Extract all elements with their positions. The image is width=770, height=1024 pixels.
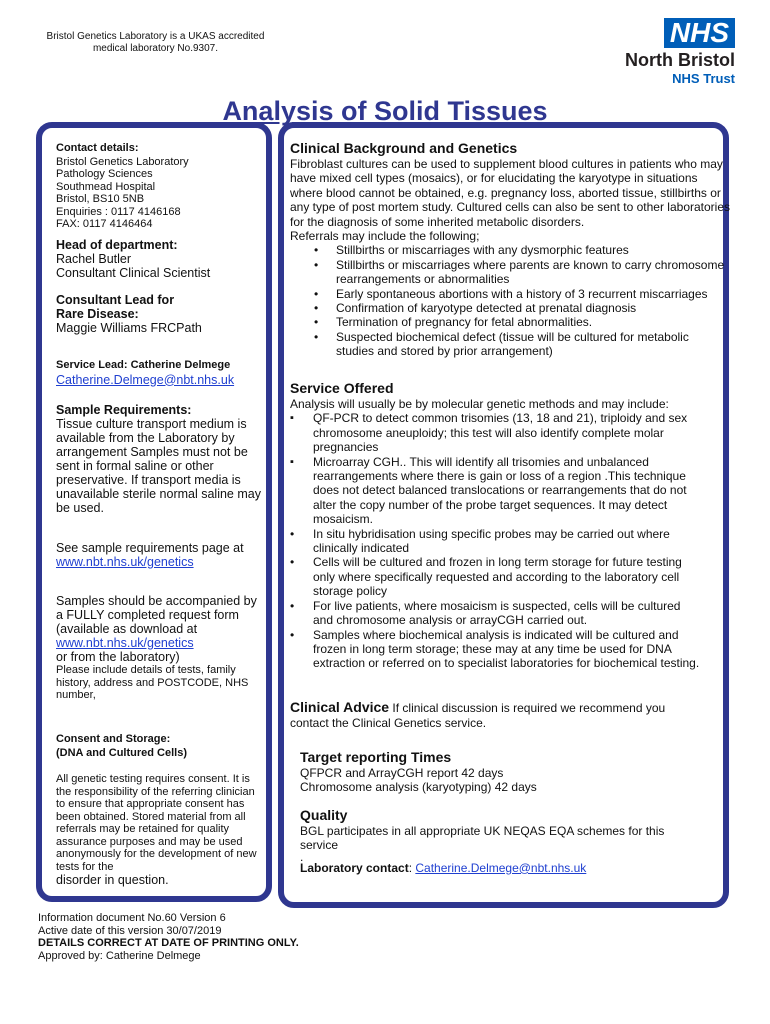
consultant-lead [56,293,261,335]
contact-heading: Contact details: [56,142,139,154]
consent-storage [56,733,261,887]
list-item: • Termination of pregnancy for fetal abnormalities. [290,315,730,329]
advice-heading: Clinical Advice [290,699,390,715]
service-lead [56,359,261,387]
sample-page-reference [56,541,261,569]
clinical-text: Fibroblast cultures can be used to supplement blood cultures in patients who may have mixed cell types (mosaics), or for elucidating the karyotype in situations where blood cannot be obtained, e.g. pregnancy loss, aborted tissue, stillbirths or any type of post mortem study. Cultured cells can also be sent to other laboratories for the diagnosis of some inherited metabolic disorders. [290,157,731,229]
clinical-background [290,140,730,359]
accompanied-tail: or from the laboratory) [56,650,180,664]
ukas-line-1: Bristol Genetics Laboratory is a UKAS accredited [46,31,265,42]
sample-requirements [56,403,261,515]
service-lead-label: Service Lead: Catherine Delmege [56,359,231,371]
head-of-department [56,238,261,280]
contact-details [56,142,261,231]
consent-tail: disorder in question. [56,873,169,887]
consent-heading-1: Consent and Storage: [56,733,171,745]
footer-line-1: Information document No.60 Version 6 [38,912,226,924]
contact-line: FAX: 0117 4146464 [56,218,153,230]
genetics-link[interactable]: www.nbt.nhs.uk/genetics [56,555,194,569]
ukas-accreditation [28,31,283,55]
lab-contact-colon: : [408,860,416,875]
lead-heading-2: Rare Disease: [56,307,139,321]
list-item: • Samples where biochemical analysis is indicated will be cultured and frozen in long term storage; these may at any time be used for DNA extraction or referred on to specialist laboratories for biochemical testing. [290,628,700,671]
service-lead-email-link[interactable]: Catherine.Delmege@nbt.nhs.uk [56,372,235,387]
referrals-list [290,243,730,358]
target-line-1: QFPCR and ArrayCGH report 42 days [300,766,504,780]
list-item: ▪ Microarray CGH.. This will identify all trisomies and unbalanced rearrangements where there is gain or loss of a region .This technique does not detect balanced translocations or rearrangements that do not alter the copy number of the probe target sequences. It may detect mosaicism. [290,455,700,527]
page-title: Analysis of Solid Tissues [222,96,548,126]
lab-contact [300,861,700,875]
head-name: Rachel Butler [56,252,132,266]
contact-line: Bristol, BS10 5NB [56,193,145,205]
contact-line: Pathology Sciences [56,168,153,180]
sample-heading: Sample Requirements: [56,403,192,417]
list-item: • Stillbirths or miscarriages where parents are known to carry chromosome rearrangements or abnormalities [290,258,730,287]
nhs-logo-box: NHS [664,18,735,48]
include-text: Please include details of tests, family history, address and POSTCODE, NHS number, [56,664,249,701]
sample-text: Tissue culture transport medium is available from the Laboratory by arrangement Samples must not be sent in formal saline or other preservative. If transport media is unavailable sterile normal saline may be used. [56,417,261,515]
list-item: • Suspected biochemical defect (tissue will be cultured for metabolic studies and stored by prior arrangement) [290,330,730,359]
target-line-2: Chromosome analysis (karyotyping) 42 days [300,780,537,795]
lead-heading-1: Consultant Lead for [56,293,175,307]
list-item: • Stillbirths or miscarriages with any dysmorphic features [290,243,730,257]
quality-text: BGL participates in all appropriate UK NEQAS EQA schemes for this service [300,824,665,853]
genetics-download-link[interactable]: www.nbt.nhs.uk/genetics [56,636,194,650]
footer-line-3: DETAILS CORRECT AT DATE OF PRINTING ONLY. [38,937,299,949]
lab-contact-label: Laboratory contact [300,860,409,875]
quality-section [300,807,700,875]
target-reporting [300,749,710,795]
referrals-intro: Referrals may include the following; [290,229,480,244]
service-intro: Analysis will usually be by molecular genetic methods and may include: [290,397,669,411]
list-item: • Early spontaneous abortions with a history of 3 recurrent miscarriages [290,287,730,301]
quality-dot: . [300,849,304,864]
service-offered [290,380,730,671]
advice-text: If clinical discussion is required we recommend you contact the Clinical Genetics service. [290,701,666,730]
request-form-info [56,594,261,702]
clinical-heading: Clinical Background and Genetics [290,140,518,156]
target-heading: Target reporting Times [300,749,452,765]
consent-heading-2: (DNA and Cultured Cells) [56,746,187,759]
see-text: See sample requirements page at [56,541,244,555]
lab-contact-email-link[interactable]: Catherine.Delmege@nbt.nhs.uk [415,860,587,875]
head-heading: Head of department: [56,238,178,252]
document-footer [38,912,438,962]
nhs-logo [610,18,735,86]
nhs-logo-trust: NHS Trust [672,71,735,86]
consent-text: All genetic testing requires consent. It is the responsibility of the referring clinician to ensure that appropriate consent has been obtained. Stored material from all referrals may be retained for quality assurance purposes and may be used anonymously for the development of new tests for the [56,773,257,873]
list-item: ▪ QF-PCR to detect common trisomies (13, 18 and 21), triploidy and sex chromosome aneuploidy; this test will also identify complete molar pregnancies [290,411,700,454]
quality-heading: Quality [300,807,348,823]
service-heading: Service Offered [290,380,394,396]
list-item: • For live patients, where mosaicism is suspected, cells will be cultured and chromosome analysis or arrayCGH carried out. [290,599,700,628]
list-item: • Cells will be cultured and frozen in long term storage for future testing only where specifically requested and according to the laboratory cell storage policy [290,555,700,598]
lead-name: Maggie Williams FRCPath [56,321,202,335]
head-role: Consultant Clinical Scientist [56,266,211,280]
footer-line-2: Active date of this version 30/07/2019 [38,924,222,937]
list-item: • In situ hybridisation using specific probes may be carried out where clinically indicated [290,527,700,556]
service-list [290,411,730,670]
contact-line: Bristol Genetics Laboratory [56,155,189,168]
ukas-line-2: medical laboratory No.9307. [92,43,219,54]
footer-line-4: Approved by: Catherine Delmege [38,949,201,962]
contact-line: Southmead Hospital [56,180,156,193]
list-item: • Confirmation of karyotype detected at prenatal diagnosis [290,301,730,315]
clinical-advice [290,699,700,730]
accompanied-text: Samples should be accompanied by a FULLY completed request form (available as download at [56,594,257,636]
contact-line: Enquiries : 0117 4146168 [56,205,181,218]
nhs-logo-org: North Bristol [625,50,735,70]
